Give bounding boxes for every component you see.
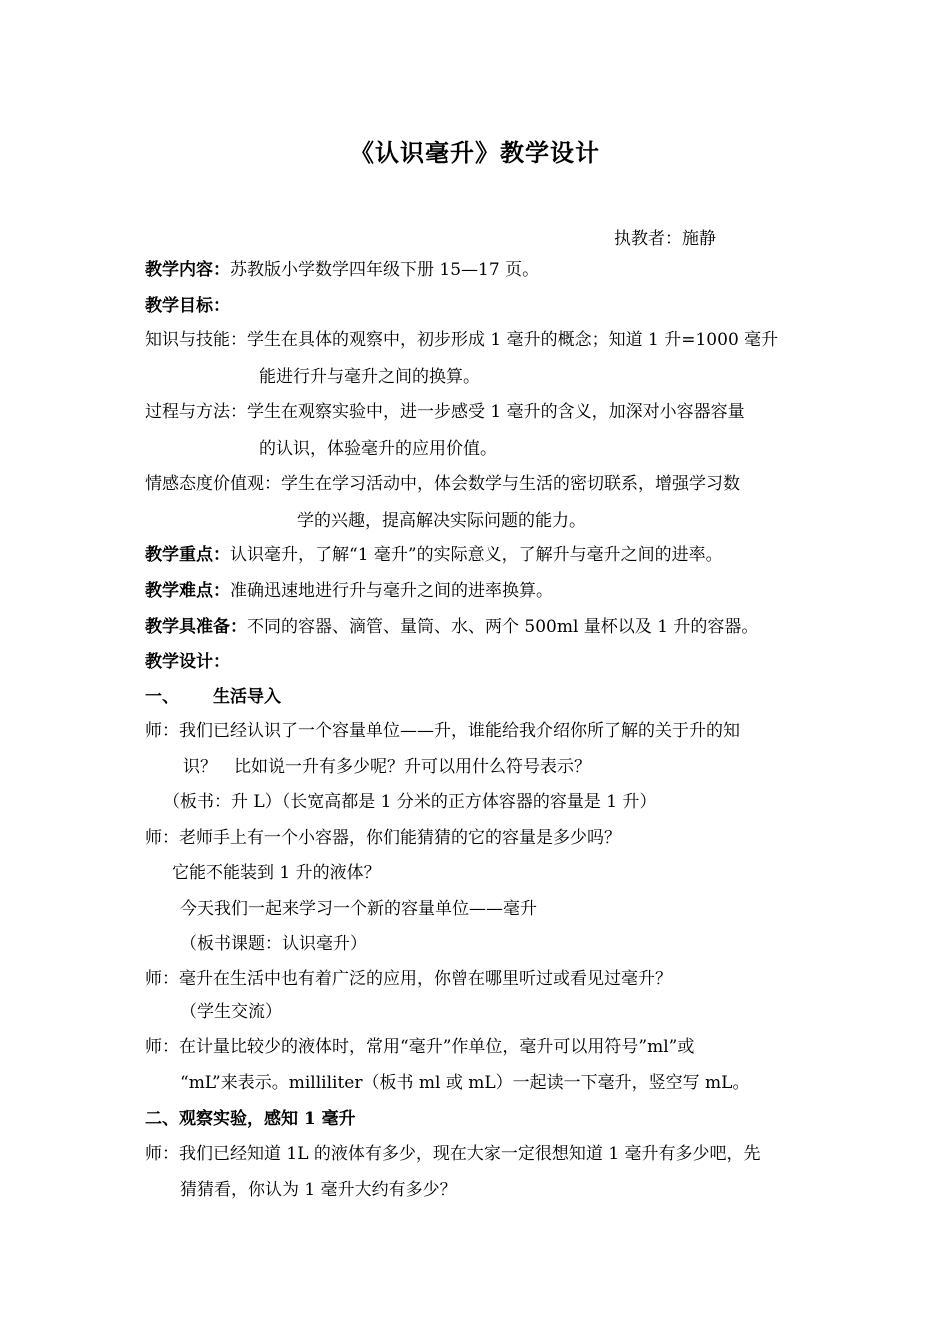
content-text: 苏教版小学数学四年级下册 15—17 页。 (230, 260, 540, 280)
document-title: 《认识毫升》教学设计 (350, 138, 600, 167)
p3-line: 师：老师手上有一个小容器，你们能猜猜的它的容量是多少吗？ (145, 828, 621, 848)
difficulty-line (145, 579, 553, 603)
goal3-label: 情感态度价值观： (145, 474, 281, 494)
materials-label: 教学具准备： (145, 617, 247, 637)
goals-label: 教学目标： (145, 296, 230, 316)
p10-line1: 师：我们已经知道 1L 的液体有多少，现在大家一定很想知道 1 毫升有多少吧，先 (145, 1144, 761, 1164)
p4-line: 它能不能装到 1 升的液体？ (172, 863, 381, 883)
difficulty-text: 准确迅速地进行升与毫升之间的进率换算。 (230, 581, 553, 601)
goal1-text1: 学生在具体的观察中，初步形成 1 毫升的概念；知道 1 升=1000 毫升 (247, 330, 779, 350)
p5-line: 今天我们一起来学习一个新的容量单位——毫升 (180, 899, 537, 919)
goal2-label: 过程与方法： (145, 402, 247, 422)
p8-line: （学生交流） (180, 1002, 282, 1022)
p7-line: 师：毫升在生活中也有着广泛的应用，你曾在哪里听过或看见过毫升？ (145, 969, 672, 989)
goal3-line1 (145, 472, 740, 496)
goal2-text1: 学生在观察实验中，进一步感受 1 毫升的含义，加深对小容器容量 (247, 402, 745, 422)
author-line: 执教者：施静 (614, 229, 716, 249)
goal1-label: 知识与技能： (145, 330, 247, 350)
materials-line (145, 615, 758, 639)
key-text: 认识毫升，了解“1 毫升”的实际意义，了解升与毫升之间的进率。 (230, 545, 723, 565)
key-line (145, 543, 723, 567)
goal1-line2: 能进行升与毫升之间的换算。 (259, 367, 480, 387)
content-label: 教学内容： (145, 260, 230, 280)
section1-title: 生活导入 (213, 687, 281, 707)
section1-heading (145, 685, 281, 709)
p6-line: （板书课题：认识毫升） (180, 934, 367, 954)
content-line (145, 258, 539, 282)
design-label: 教学设计： (145, 652, 230, 672)
goal3-text1: 学生在学习活动中，体会数学与生活的密切联系，增强学习数 (281, 474, 740, 494)
materials-text: 不同的容器、滴管、量筒、水、两个 500ml 量杯以及 1 升的容器。 (247, 617, 759, 637)
goal3-line2: 学的兴趣，提高解决实际问题的能力。 (297, 511, 586, 531)
p1-line2: 识？ 比如说一升有多少呢？升可以用什么符号表示？ (183, 757, 591, 777)
difficulty-label: 教学难点： (145, 581, 230, 601)
goal2-line2: 的认识，体验毫升的应用价值。 (259, 439, 497, 459)
goal2-line1 (145, 400, 745, 424)
section1-num: 一、 (145, 687, 179, 707)
key-label: 教学重点： (145, 545, 230, 565)
p10-line2: 猜猜看，你认为 1 毫升大约有多少？ (180, 1180, 457, 1200)
section2-heading: 二、观察实验，感知 1 毫升 (145, 1109, 356, 1129)
p9-line1: 师：在计量比较少的液体时，常用“毫升”作单位，毫升可以用符号”ml”或 (145, 1037, 695, 1057)
p1-line1: 师：我们已经认识了一个容量单位——升，谁能给我介绍你所了解的关于升的知 (145, 721, 740, 741)
p9-line2: “mL”来表示。milliliter（板书 ml 或 mL）一起读一下毫升，竖空写 mL。 (180, 1073, 750, 1093)
goal1-line1 (145, 328, 778, 352)
p2-line: （板书：升 L）（长宽高都是 1 分米的正方体容器的容量是 1 升） (163, 792, 657, 812)
